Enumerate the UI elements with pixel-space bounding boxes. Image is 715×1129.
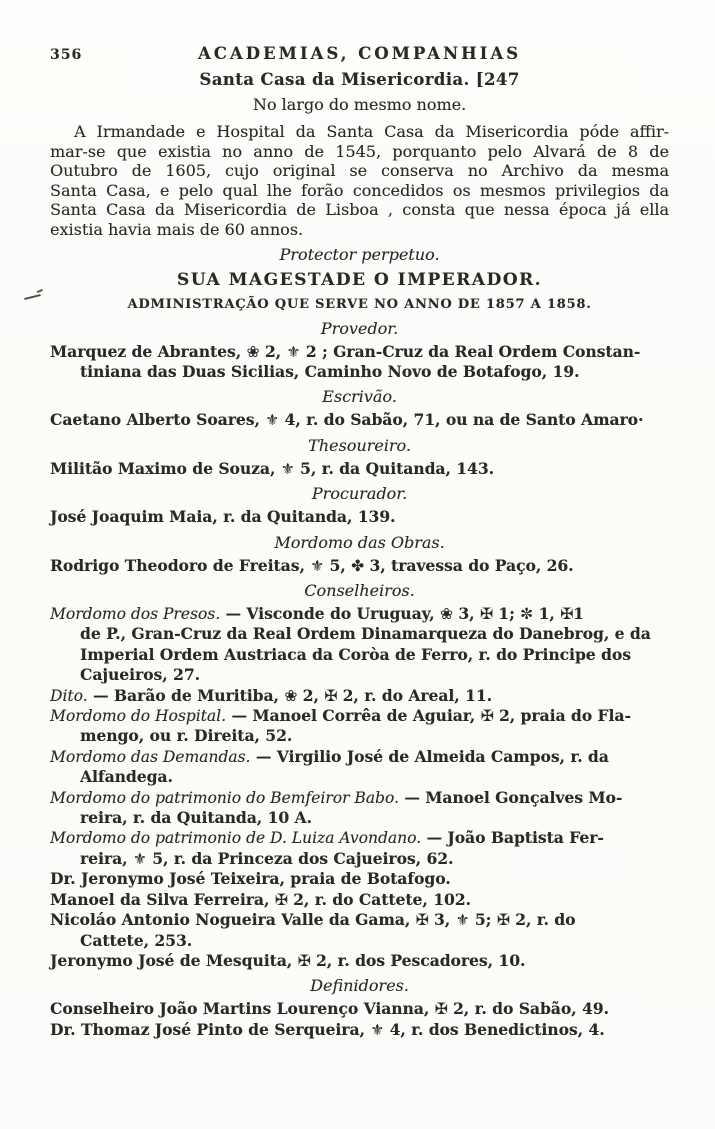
role-label: Mordomo das Demandas. [50, 747, 251, 766]
entry-line: tiniana das Duas Sicilias, Caminho Novo de Botafogo, 19. [80, 361, 580, 381]
intro-line: Santa Casa, e pelo qual lhe forão concedidos os mesmos privilegios da [50, 180, 669, 200]
role-label: Mordomo do patrimonio do Bemfeiror Babo. [50, 788, 399, 807]
entry-line: Rodrigo Theodoro de Freitas, ⚜ 5, ✤ 3, travessa do Paço, 26. [50, 555, 574, 575]
section-heading-mordomo-obras: Mordomo das Obras. [274, 532, 445, 552]
entry-line: Dr. Thomaz José Pinto de Serqueira, ⚜ 4, r. dos Benedictinos, 4. [50, 1019, 605, 1039]
entry-line: Manoel da Silva Ferreira, ✠ 2, r. do Cattete, 102. [50, 889, 471, 909]
role-label: Dito. [50, 686, 88, 705]
entry-line [50, 706, 669, 726]
section-heading-thesoureiro: Thesoureiro. [308, 435, 411, 455]
entry-line: reira, ⚜ 5, r. da Princeza dos Cajueiros, 62. [80, 848, 454, 868]
section-heading-escrivao: Escrivão. [322, 387, 397, 407]
entry-line [50, 828, 669, 848]
role-label: Mordomo do patrimonio de D. Luiza Avondano. [50, 829, 422, 848]
entry-line: Dr. Jeronymo José Teixeira, praia de Botafogo. [50, 869, 451, 889]
intro-paragraph [50, 122, 669, 240]
entry-text: — Manoel Gonçalves Mo- [398, 787, 623, 807]
entry-line: Caetano Alberto Soares, ⚜ 4, r. do Sabão, 71, ou na de Santo Amaro· [50, 410, 644, 430]
margin-pen-mark [24, 294, 41, 300]
administration-line: ADMINISTRAÇÃO QUE SERVE NO ANNO DE 1857 A 1858. [127, 296, 592, 312]
entry-text: — Manoel Corrêa de Aguiar, ✠ 2, praia do Fla- [226, 706, 631, 726]
role-label: Mordomo dos Presos. [50, 605, 221, 623]
entry-line [50, 686, 669, 706]
entry-line: José Joaquim Maia, r. da Quitanda, 139. [50, 507, 396, 527]
entry-line: Marquez de Abrantes, ❀ 2, ⚜ 2 ; Gran-Cruz da Real Ordem Constan- [50, 341, 641, 361]
entry-line: Nicoláo Antonio Nogueira Valle da Gama, ✠ 3, ⚜ 5; ✠ 2, r. do [50, 910, 576, 930]
page-number: 356 [50, 47, 83, 63]
entry-line: Militão Maximo de Souza, ⚜ 5, r. da Quitanda, 143. [50, 458, 494, 478]
entry-line: Cattete, 253. [80, 930, 193, 950]
entry-line: de P., Gran-Cruz da Real Ordem Dinamarqueza do Danebrog, e da [80, 624, 651, 644]
intro-line: Santa Casa da Misericordia de Lisboa , consta que nessa época já ella [50, 200, 669, 220]
entry-line [50, 788, 669, 808]
role-label: Mordomo do Hospital. [50, 707, 227, 726]
entry-text: — Barão de Muritiba, ❀ 2, ✠ 2, r. do Areal, 11. [87, 685, 493, 705]
protector-heading: Protector perpetuo. [279, 244, 440, 264]
section-heading-conselheiros: Conselheiros. [304, 581, 415, 600]
entry-line [50, 604, 669, 624]
article-title: Santa Casa da Misericordia. [247 [199, 70, 520, 89]
entry-text: — Visconde do Uruguay, ❀ 3, ✠ 1; ✼ 1, ✠1 [220, 604, 584, 623]
intro-line: A Irmandade e Hospital da Santa Casa da Misericordia póde affir- [74, 122, 669, 141]
running-header: ACADEMIAS, COMPANHIAS [197, 44, 522, 63]
entry-line: Imperial Ordem Austriaca da Coròa de Ferro, r. do Principe dos [80, 644, 631, 664]
entry-text: — Virgilio José de Almeida Campos, r. da [250, 746, 609, 766]
entry-line [50, 747, 669, 767]
running-header-row [50, 44, 669, 68]
section-heading-definidores: Definidores. [310, 976, 409, 996]
article-subtitle: No largo do mesmo nome. [252, 95, 467, 114]
entry-line: mengo, ou r. Direita, 52. [80, 726, 293, 746]
intro-line: Outubro de 1605, cujo original se conserva no Archivo da mesma [50, 161, 669, 181]
entry-line: reira, r. da Quitanda, 10 A. [80, 808, 312, 828]
protector-name: SUA MAGESTADE O IMPERADOR. [176, 269, 543, 290]
entry-line: Alfandega. [80, 767, 173, 787]
entry-line: Conselheiro João Martins Lourenço Vianna, ✠ 2, r. do Sabão, 49. [50, 999, 609, 1019]
entry-line: Cajueiros, 27. [80, 665, 200, 685]
intro-line: existia havia mais de 60 annos. [50, 219, 304, 239]
section-heading-procurador: Procurador. [311, 484, 408, 504]
entry-line: Jeronymo José de Mesquita, ✠ 2, r. dos Pescadores, 10. [50, 950, 526, 970]
section-heading-provedor: Provedor. [320, 318, 399, 338]
entry-text: — João Baptista Fer- [421, 828, 604, 848]
intro-line: mar-se que existia no anno de 1545, porquanto pelo Alvará de 8 de [50, 141, 669, 161]
